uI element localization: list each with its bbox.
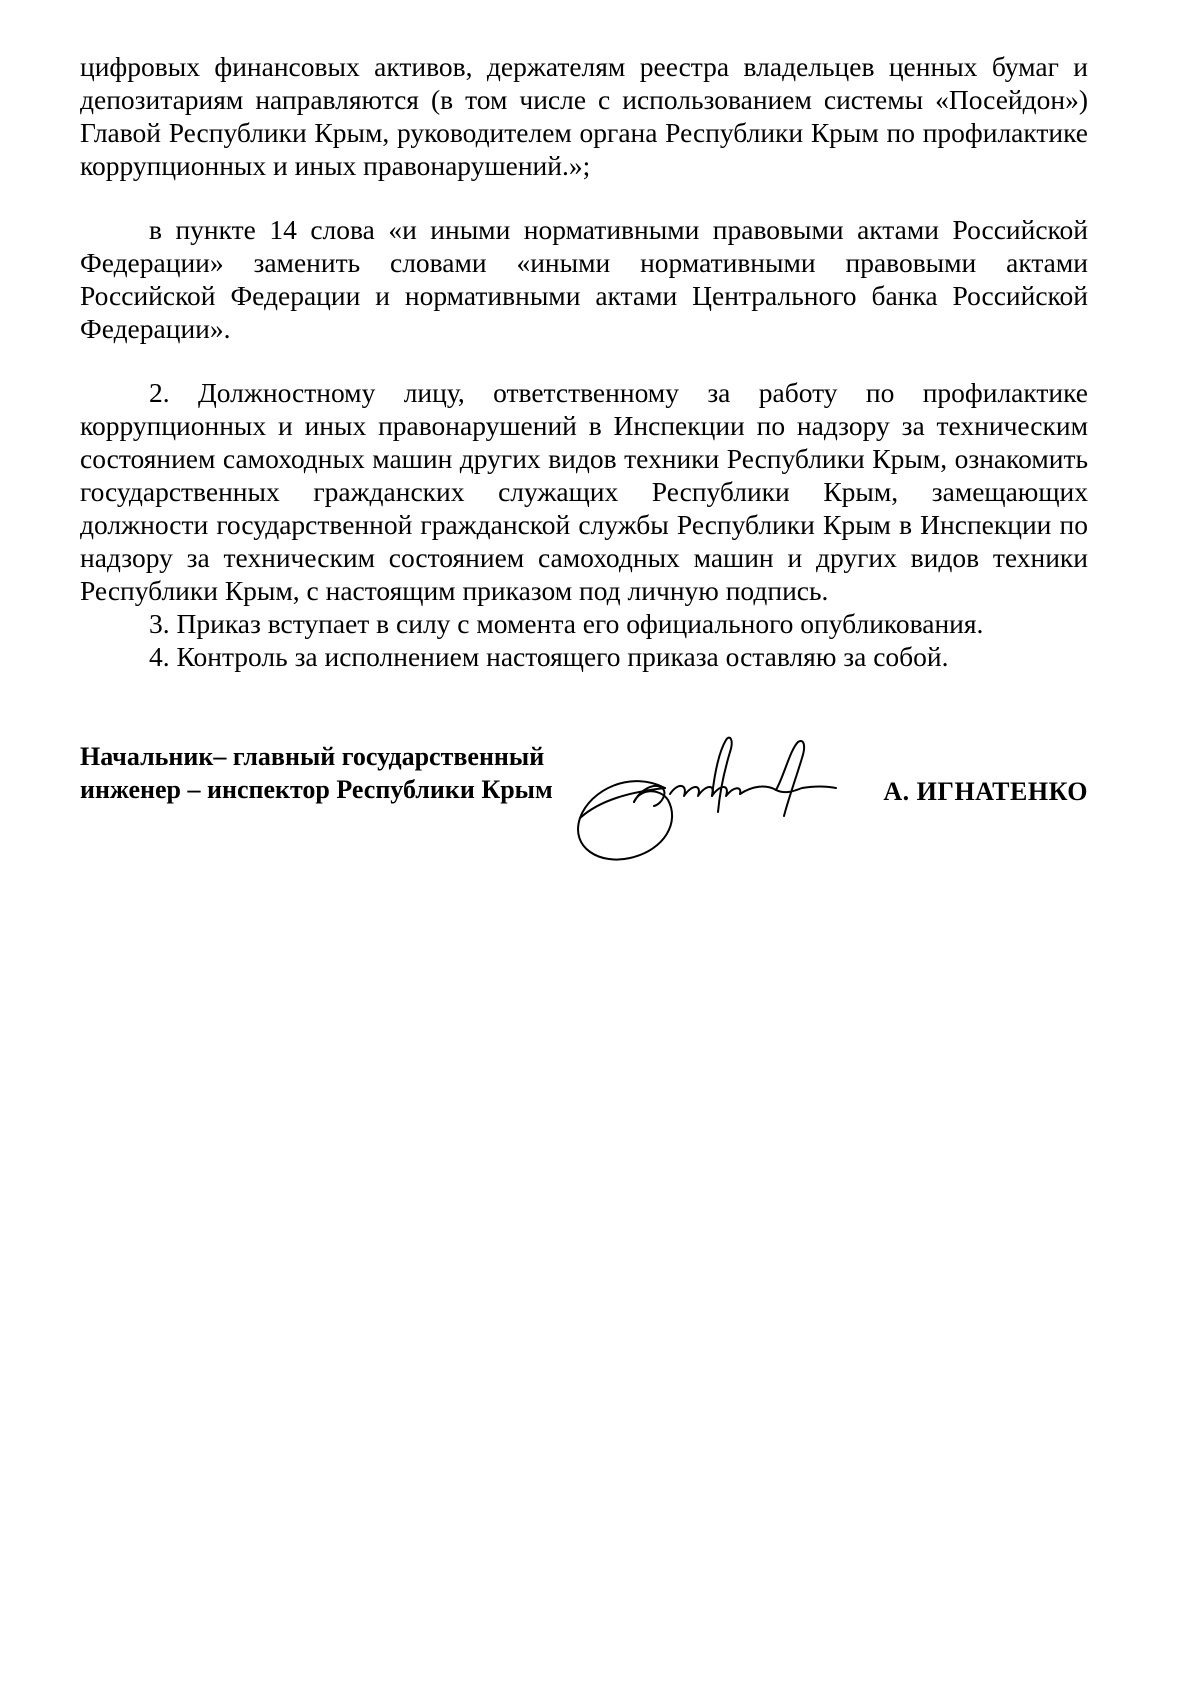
signatory-title: Начальник– главный государственный инженер – инспектор Республики Крым <box>80 742 553 804</box>
signature-block <box>80 740 1088 880</box>
paragraph-continuation: цифровых финансовых активов, держателям реестра владельцев ценных бумаг и депозитариям направляются (в том числе с использованием системы «Посейдон») Главой Республики Крым, руководителем органа Республики Крым по профилактике коррупционных и иных правонарушений.»; <box>80 51 1088 181</box>
paragraph-item-4: 4. Контроль за исполнением настоящего приказа оставляю за собой. <box>149 641 949 672</box>
handwritten-signature-icon <box>570 730 900 870</box>
document-body <box>80 50 1088 673</box>
paragraph-amendment-point-14: в пункте 14 слова «и иными нормативными правовыми актами Российской Федерации» заменить словами «иными нормативными правовыми актами Российской Федерации и нормативными актами Центрального банка Российской Федерации». <box>80 214 1088 344</box>
paragraph-item-2: 2. Должностному лицу, ответственному за работу по профилактике коррупционных и иных правонарушений в Инспекции по надзору за техническим состоянием самоходных машин других видов техники Республики Крым, ознакомить государственных гражданских служащих Республики Крым, замещающих должности государственной гражданской службы Республики Крым в Инспекции по надзору за техническим состоянием самоходных машин и других видов техники Республики Крым, с настоящим приказом под личную подпись. <box>80 377 1088 606</box>
signatory-name: А. ИГНАТЕНКО <box>883 777 1088 806</box>
paragraph-item-3: 3. Приказ вступает в силу с момента его официального опубликования. <box>149 608 984 639</box>
